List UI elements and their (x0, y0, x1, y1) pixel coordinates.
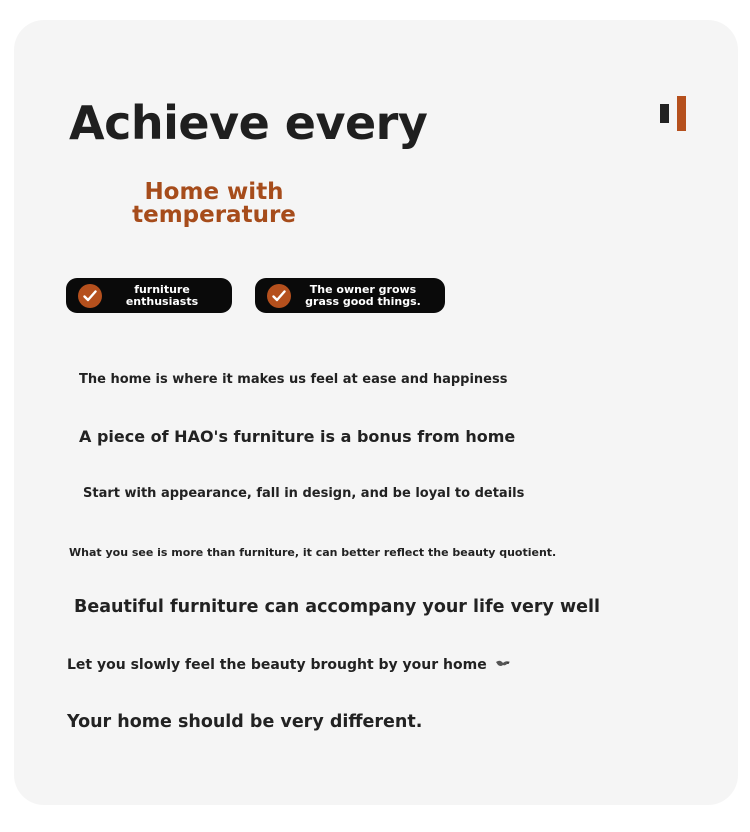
badge-label: The owner grows grass good things. (305, 282, 421, 308)
orange-bar-mark (677, 96, 686, 131)
dark-bar-mark (660, 104, 669, 123)
text-line: What you see is more than furniture, it can better reflect the beauty quotient. (69, 546, 557, 559)
text-line-with-bird (67, 657, 511, 673)
badge-furniture-enthusiasts (66, 278, 232, 313)
check-icon (78, 284, 102, 308)
bird-icon (495, 657, 511, 673)
text-line: Beautiful furniture can accompany your life very well (74, 597, 601, 617)
badge-owner-grows-grass (255, 278, 445, 313)
text-line: A piece of HAO's furniture is a bonus from home (79, 427, 516, 446)
text-line-label: Let you slowly feel the beauty brought by your home (67, 657, 487, 673)
text-line: Start with appearance, fall in design, and be loyal to details (83, 486, 525, 501)
page-subtitle: Home with temperature (132, 179, 296, 228)
page-title: Achieve every (69, 96, 428, 150)
text-line: The home is where it makes us feel at ease and happiness (79, 372, 508, 387)
text-line: Your home should be very different. (67, 712, 423, 732)
check-icon (267, 284, 291, 308)
badge-label: furniture enthusiasts (125, 282, 199, 308)
